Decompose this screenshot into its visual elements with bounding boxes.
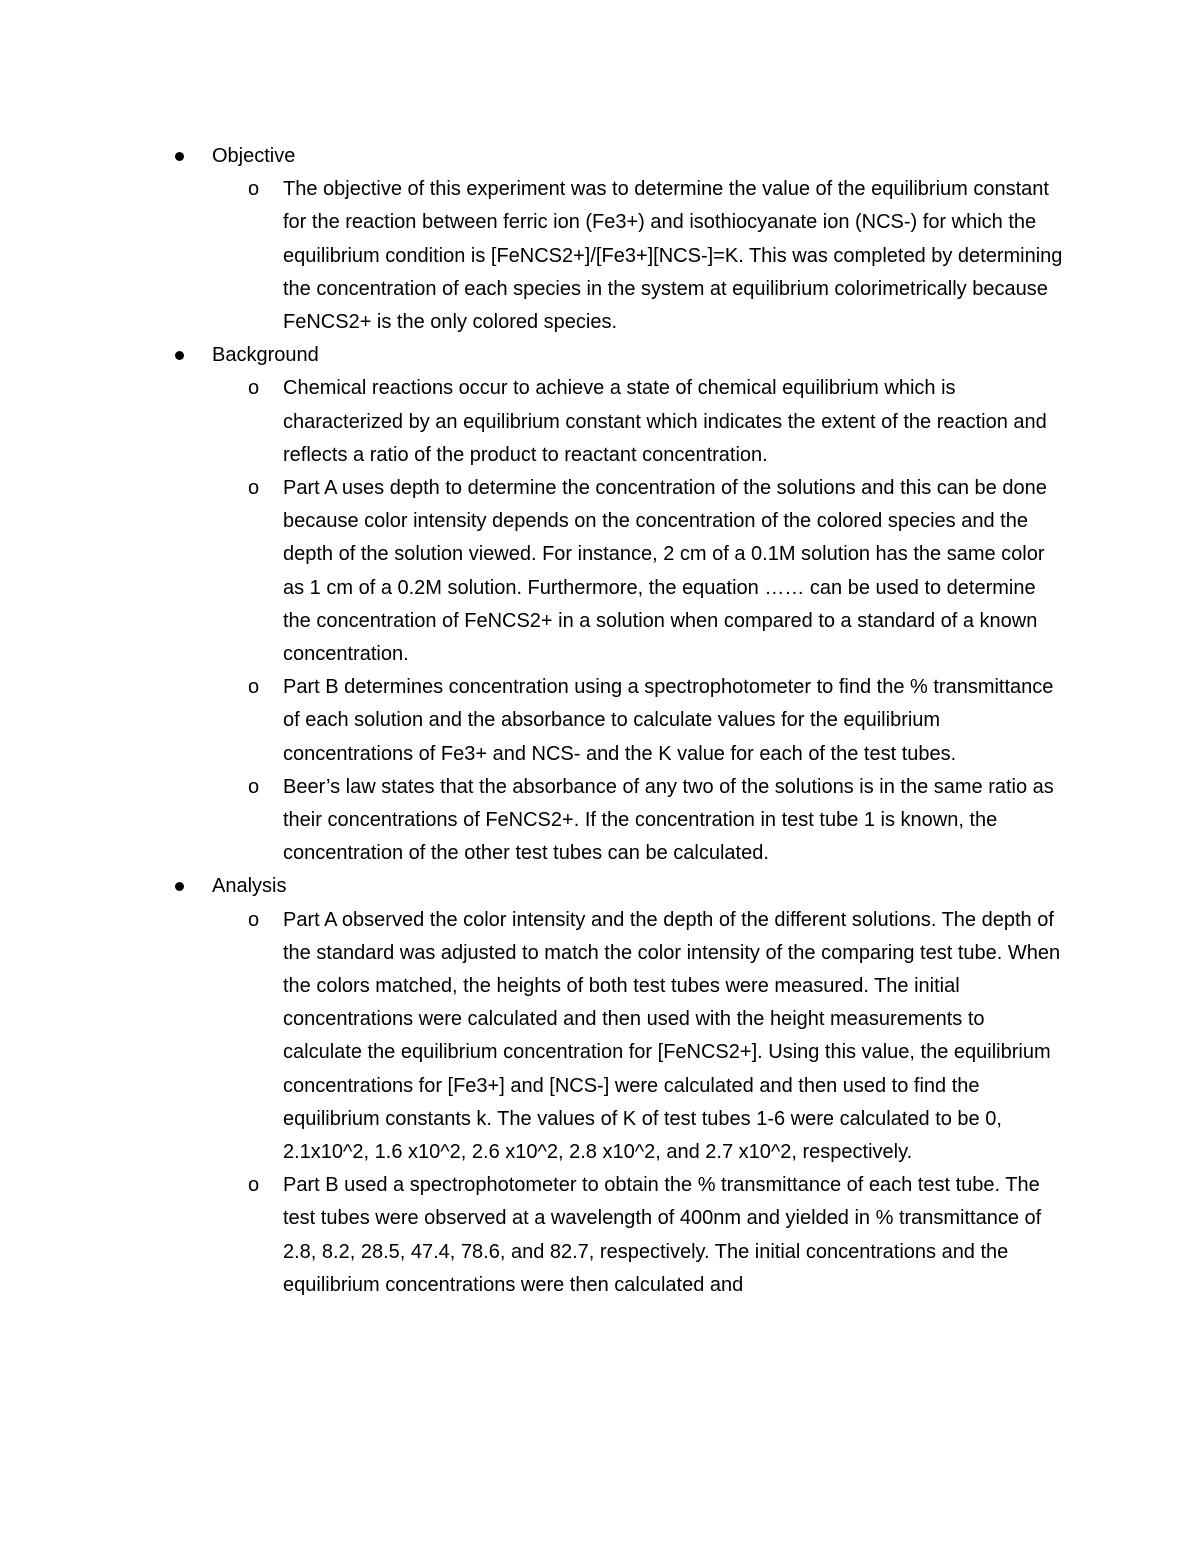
bullet-dot-icon xyxy=(175,152,184,161)
section-objective xyxy=(170,140,1070,339)
section-heading-text: Objective xyxy=(212,145,296,167)
circle-bullet-icon: o xyxy=(248,477,260,499)
bullet-dot-icon xyxy=(175,351,184,360)
section-background xyxy=(170,339,1070,870)
circle-bullet-icon: o xyxy=(248,775,260,798)
sub-list xyxy=(170,904,1070,1302)
list-item-text: The objective of this experiment was to determine the value of the equilibrium constant for the reaction between ferric ion (Fe3+) and isothiocyanate ion (NCS-) for which the equilibrium condition is [FeNCS2+]/[Fe3+][NCS-]=K. This was completed by determining the concentration of each species in the system at equilibrium colorimetrically because FeNCS2+ is the only colored species. xyxy=(283,178,1063,333)
section-analysis xyxy=(170,870,1070,1302)
list-item xyxy=(170,671,1070,771)
circle-bullet-icon: o xyxy=(248,676,260,699)
list-item xyxy=(170,173,1070,339)
section-heading xyxy=(170,140,1070,173)
sub-list xyxy=(170,372,1070,870)
section-heading xyxy=(170,339,1070,372)
circle-bullet-icon: o xyxy=(248,178,260,201)
section-heading xyxy=(170,870,1070,903)
document-body xyxy=(170,140,1070,1302)
bullet-dot-icon xyxy=(175,882,184,891)
circle-bullet-icon: o xyxy=(248,908,260,931)
sub-list xyxy=(170,173,1070,339)
list-item-text: Part B used a spectrophotometer to obtain the % transmittance of each test tube. The test tubes were observed at a wavelength of 400nm and yielded in % transmittance of 2.8, 8.2, 28.5, 47.4, 78.6, and 82.7, respectively. The initial concentrations and the equilibrium concentrations were then calculated and xyxy=(283,1174,1042,1296)
list-item-text: Chemical reactions occur to achieve a state of chemical equilibrium which is characterized by an equilibrium constant which indicates the extent of the reaction and reflects a ratio of the product to reactant concentration. xyxy=(283,377,1047,466)
section-heading-text: Background xyxy=(212,344,319,367)
list-item xyxy=(170,904,1070,1170)
circle-bullet-icon: o xyxy=(248,377,260,400)
section-heading-text: Analysis xyxy=(212,875,287,898)
list-item xyxy=(170,771,1070,871)
list-item-text: Beer’s law states that the absorbance of any two of the solutions is in the same ratio as their concentrations of FeNCS2+. If the concentration in test tube 1 is known, the concentration of the other test tubes can be calculated. xyxy=(283,775,1054,865)
list-item-text: Part A observed the color intensity and the depth of the different solutions. The depth of the standard was adjusted to match the color intensity of the comparing test tube. When the colors matched, the heights of both test tubes were measured. The initial concentrations were calculated and then used with the height measurements to calculate the equilibrium concentration for [FeNCS2+]. Using this value, the equilibrium concentrations for [Fe3+] and [NCS-] were calculated and then used to find the equilibrium constants k. The values of K of test tubes 1-6 were calculated to be 0, 2.1x10^2, 1.6 x10^2, 2.6 x10^2, 2.8 x10^2, and 2.7 x10^2, respectively. xyxy=(283,908,1061,1164)
list-item xyxy=(170,372,1070,472)
list-item xyxy=(170,472,1070,671)
list-item-text: Part B determines concentration using a spectrophotometer to find the % transmittance of each solution and the absorbance to calculate values for the equilibrium concentrations of Fe3+ and NCS- and the K value for each of the test tubes. xyxy=(283,676,1054,765)
circle-bullet-icon: o xyxy=(248,1174,260,1197)
list-item-text: Part A uses depth to determine the concentration of the solutions and this can be done because color intensity depends on the concentration of the colored species and the depth of the solution viewed. For instance, 2 cm of a 0.1M solution has the same color as 1 cm of a 0.2M solution. Furthermore, the equation …… can be used to determine the concentration of FeNCS2+ in a solution when compared to a standard of a known concentration. xyxy=(283,477,1047,666)
list-item xyxy=(170,1169,1070,1302)
